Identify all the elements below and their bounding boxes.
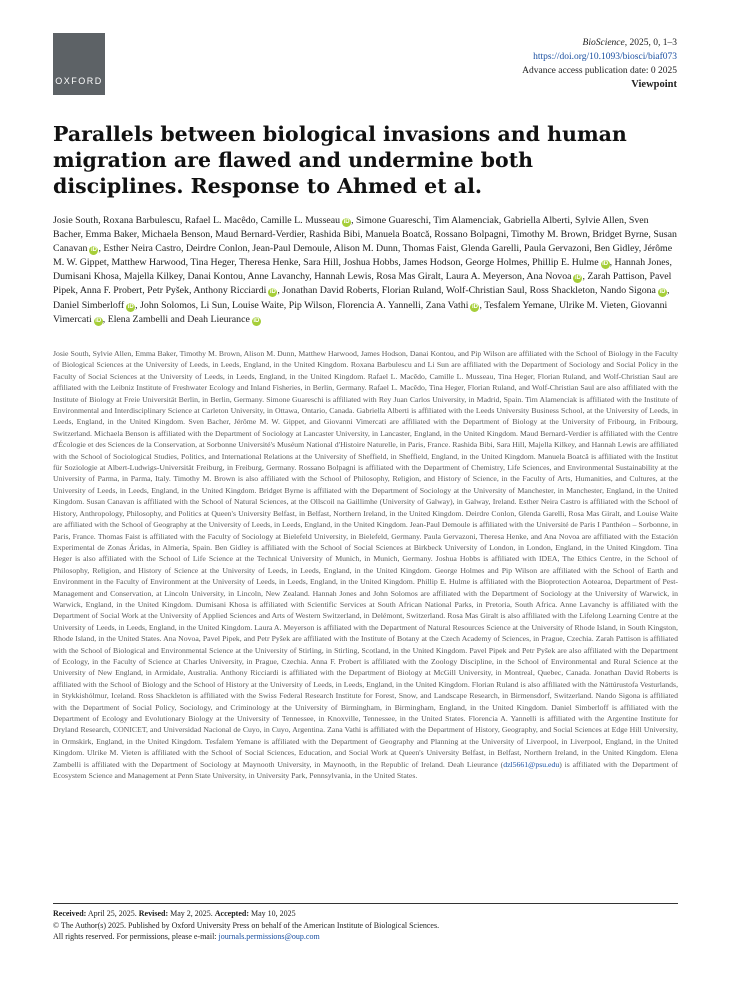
author-name: Pip Wilson bbox=[288, 299, 333, 311]
orcid-icon[interactable]: iD bbox=[471, 303, 478, 310]
footer-notes bbox=[53, 908, 678, 943]
accepted-date: May 10, 2025 bbox=[251, 909, 296, 918]
author-name: Jean-Paul Demoule bbox=[252, 243, 330, 255]
author-name: Petr Pyšek bbox=[147, 285, 189, 297]
author-name: Zana Vathi bbox=[425, 299, 469, 311]
author-name: Roxana Barbulescu bbox=[103, 215, 180, 226]
author-name: Ben Gidley bbox=[594, 243, 639, 255]
author-list: Josie South, Roxana Barbulescu, Rafael L. Macêdo, Camille L. Musseau iD , Simone Guareschi, Tim Alamenciak, Gabriella Alberti, Sylvie Allen, Sven Bacher, Emma Baker, Michaela Benson, Maud Bernard-Verdier, Rashida Bibi, Manuela Boatcă, Rossano Bolpagni, Timothy M. Brown, Bridget Byrne, Susan Canavan iD , Esther Neira Castro, Deirdre Conlon, Jean-Paul Demoule, Alison M. Dunn, Thomas Faist, Glenda Garelli, Paula Gervazoni, Ben Gidley, Jérôme M. W. Gippet, Matthew Harwood, Tina Heger, Theresa Henke, Sara Hill, Joshua Hobbs, James Hodson, George Holmes, Phillip E. Hulme iD , Hannah Jones, Dumisani Khosa, Majella Kilkey, Danai Kontou, Anne Lavanchy, Hannah Lewis, Rosa Mas Giralt, Laura A. Meyerson, Ana Novoa iD , Zarah Pattison, Pavel Pipek, Anna F. Probert, Petr Pyšek, Anthony Ricciardi iD , Jonathan David Roberts, Florian Ruland, Wolf-Christian Saul, Ross Shackleton, Nando Sigona iD , Daniel Simberloff iD , John Solomos, Li Sun, Louise Waite, Pip Wilson, Florencia A. Yannelli, Zana Vathi iD , Tesfalem Yemane, Ulrike M. Vieten, Giovanni Vimercati iD , Elena Zambelli and Deah Lieurance iD bbox=[53, 215, 677, 325]
citation-details: , 2025, 0, 1–3 bbox=[624, 38, 677, 48]
author-name: Hannah Lewis bbox=[314, 271, 372, 283]
author-name: Hannah Jones bbox=[614, 257, 670, 269]
author-name: John Solomos bbox=[140, 299, 196, 311]
history-dates bbox=[53, 908, 678, 920]
author-name: Louise Waite bbox=[232, 299, 284, 311]
author-name: Emma Baker bbox=[85, 229, 137, 241]
author-name: Sylvie Allen bbox=[575, 215, 624, 226]
author-name: Jérôme M. W. Gippet bbox=[53, 243, 673, 269]
journal-name: BioScience bbox=[582, 38, 625, 48]
author-name: Wolf-Christian Saul bbox=[445, 285, 525, 297]
revised-date: May 2, 2025. bbox=[170, 909, 213, 918]
advance-access-date: Advance access publication date: 0 2025 bbox=[522, 66, 677, 76]
author-name: Giovanni Vimercati bbox=[53, 299, 668, 325]
author-name: Jonathan David Roberts bbox=[282, 285, 377, 297]
contact-email-link[interactable]: dzl5661@psu.edu bbox=[503, 759, 560, 769]
author-name: Tesfalem Yemane bbox=[484, 299, 555, 311]
author-name: Sven Bacher bbox=[53, 215, 649, 241]
author-name: Manuela Boatcă bbox=[365, 229, 430, 241]
author-name: Anne Lavanchy bbox=[247, 271, 310, 283]
orcid-icon[interactable]: iD bbox=[95, 317, 102, 324]
author-name: Rosa Mas Giralt bbox=[376, 271, 441, 283]
rights-text: All rights reserved. For permissions, please e-mail: bbox=[53, 932, 219, 941]
orcid-icon[interactable]: iD bbox=[602, 261, 609, 268]
author-name: Ulrike M. Vieten bbox=[558, 299, 626, 311]
author-name: Elena Zambelli bbox=[107, 313, 169, 325]
orcid-icon[interactable]: iD bbox=[90, 247, 97, 254]
orcid-icon[interactable]: iD bbox=[253, 317, 260, 324]
author-name: Gabriella Alberti bbox=[503, 215, 571, 226]
author-name: Rafael L. Macêdo bbox=[184, 215, 256, 226]
author-name: Bridget Byrne bbox=[592, 229, 649, 241]
author-name: George Holmes bbox=[465, 257, 528, 269]
author-name: Deirdre Conlon bbox=[185, 243, 248, 255]
author-name: Susan Canavan bbox=[53, 229, 677, 255]
orcid-icon[interactable]: iD bbox=[127, 303, 134, 310]
affiliations bbox=[53, 348, 678, 781]
author-name: Florencia A. Yannelli bbox=[337, 299, 421, 311]
author-name: Danai Kontou bbox=[187, 271, 243, 283]
author-name: Ana Novoa bbox=[526, 271, 572, 283]
author-name: Zarah Pattison bbox=[587, 271, 645, 283]
publisher-logo bbox=[53, 33, 105, 95]
doi-link[interactable]: https://doi.org/10.1093/biosci/biaf073 bbox=[533, 52, 677, 62]
author-name: Alison M. Dunn bbox=[333, 243, 398, 255]
author-name: Theresa Henke bbox=[238, 257, 299, 269]
accepted-label: Accepted: bbox=[214, 909, 249, 918]
author-name: Matthew Harwood bbox=[111, 257, 186, 269]
footer-divider bbox=[53, 903, 678, 904]
author-name: Camille L. Musseau bbox=[260, 215, 341, 226]
author-name: Deah Lieurance bbox=[187, 313, 250, 325]
orcid-icon[interactable]: iD bbox=[574, 275, 581, 282]
orcid-icon[interactable]: iD bbox=[343, 219, 350, 225]
received-date: April 25, 2025. bbox=[87, 909, 137, 918]
article-meta bbox=[522, 36, 677, 92]
author-name: Nando Sigona bbox=[599, 285, 656, 297]
author-name: Josie South bbox=[53, 215, 99, 226]
author-name: Li Sun bbox=[200, 299, 228, 311]
author-name: Pavel Pipek bbox=[53, 271, 672, 297]
permissions-email-link[interactable]: journals.permissions@oup.com bbox=[218, 932, 320, 941]
author-name: Tina Heger bbox=[190, 257, 235, 269]
author-name: Michaela Benson bbox=[141, 229, 211, 241]
journal-citation bbox=[522, 36, 677, 50]
author-name: Florian Ruland bbox=[381, 285, 442, 297]
author-name: Laura A. Meyerson bbox=[445, 271, 522, 283]
author-name: Simone Guareschi bbox=[356, 215, 429, 226]
publisher-logo-text: OXFORD bbox=[55, 76, 103, 86]
author-name: Timothy M. Brown bbox=[510, 229, 588, 241]
copyright-notice: © The Author(s) 2025. Published by Oxford University Press on behalf of the American Institute of Biological Sciences. bbox=[53, 920, 440, 930]
permissions-notice bbox=[53, 931, 678, 943]
author-name: James Hodson bbox=[403, 257, 461, 269]
article-type: Viewpoint bbox=[631, 79, 677, 90]
author-name: Tim Alamenciak bbox=[433, 215, 499, 226]
revised-label: Revised: bbox=[138, 909, 169, 918]
author-name: Joshua Hobbs bbox=[343, 257, 399, 269]
author-name: Dumisani Khosa bbox=[53, 271, 119, 283]
author-name: Phillip E. Hulme bbox=[532, 257, 599, 269]
author-name: Daniel Simberloff bbox=[53, 299, 125, 311]
affiliations-text: Josie South, Sylvie Allen, Emma Baker, Timothy M. Brown, Alison M. Dunn, Matthew Harwood, James Hodson, Danai Kontou, and Pip Wilson are affiliated with the School of Biology in the Faculty of Biological Sciences at the University of Leeds, in Leeds, England, in the United Kingdom. Roxana Barbulescu and Li Sun are affiliated with the Department of Sociology and Social Policy in the Faculty of Social Sciences at the University of Leeds, in Leeds, England, in the United Kingdom. Rafael L. Macêdo, Camille L. Musseau, Tina Heger, Florian Ruland, and Wolf-Christian Saul are affiliated with the Leibniz Institute of Freshwater Ecology and Inland Fisheries, in Berlin, Germany. Rafael L. Macêdo, Tina Heger, Florian Ruland, and Wolf-Christian Saul are also affiliated with the Institute of Biology at Freie Universität Berlin, in Berlin, Germany. Simone Guareschi is affiliated with Rey Juan Carlos University, in Madrid, Spain. Tim Alamenciak is affiliated with the Institute of Environmental and Interdisciplinary Science at Carleton University, in Ottawa, Ontario, Canada. Gabriella Alberti is affiliated with the Leeds University Business School, at the University of Leeds, in Leeds, England, in the United Kingdom. Sven Bacher, Jérôme M. W. Gippet, and Giovanni Vimercati are affiliated with the Department of Biology at the University of Fribourg, in Fribourg, Switzerland. Michaela Benson is affiliated with the Department of Sociology at Lancaster University, in Lancaster, England, in the United Kingdom. Maud Bernard-Verdier is affiliated with the Centre d'Écologie et des Sciences de la Conservation, at Sorbonne Université's Muséum National d'Histoire Naturelle, in Paris, France. Rashida Bibi, Sara Hill, Majella Kilkey, and Hannah Lewis are affiliated with the School of Sociological Studies, Politics, and International Relations at the University of Sheffield, in Sheffield, England, in the United Kingdom. Manuela Boatcă is affiliated with the Institut für Soziologie at Albert-Ludwigs-Universität Freiburg, in Freiburg, Germany. Rossano Bolpagni is affiliated with the Department of Chemistry, Life Sciences, and Environmental Sustainability at the University of Parma, in Parma, Italy. Timothy M. Brown is also affiliated with the School of Philosophy, Religion, and History of Science, in the Faculty of Arts, Humanities, and Cultures, at the University of Leeds, in Leeds, England, in the United Kingdom. Bridget Byrne is affiliated with the Department of Sociology at the University of Manchester, in Manchester, England, in the United Kingdom. Susan Canavan is affiliated with the School of Natural Sciences, at the Ollscoil na Gaillimhe (University of Galway), in Galway, Ireland. Esther Neira Castro is affiliated with the School of History, Anthropology, Philosophy, and Politics at Queen's University Belfast, in Belfast, Northern Ireland, in the United Kingdom. Deirdre Conlon, Glenda Garelli, Rosa Mas Giralt, and Louise Waite are affiliated with the School of Geography at the University of Leeds, in Leeds, England, in the United Kingdom. Jean-Paul Demoule is affiliated with the Université de Paris I Panthéon – Sorbonne, in Paris, France. Thomas Faist is affiliated with the Faculty of Sociology at Bielefeld University, in Bielefeld, Germany. Paula Gervazoni, Theresa Henke, and Ana Novoa are affiliated with the Estación Experimental de Zonas Áridas, in Almería, Spain. Ben Gidley is affiliated with the School of Social Sciences at Birkbeck University of London, in London, England, in the United Kingdom. Tina Heger is also affiliated with the School of Life Science at the Technical University of Munich, in Munich, Germany. Joshua Hobbs is affiliated with IDEA, The Ethics Centre, in the School of Philosophy, Religion, and History of Science at the University of Leeds, in Leeds, England, in the United Kingdom. George Holmes and Pip Wilson are affiliated with the School of Earth and Environment in the Faculty of Environment at the University of Leeds, in Leeds, England, in the United Kingdom. Phillip E. Hulme is affiliated with the Bioprotection Aotearoa, Department of Pest-Management and Conservation, at Lincoln University, in Lincoln, New Zealand. Hannah Jones and John Solomos are affiliated with the Department of Sociology at the University of Warwick, in Warwick, England, in the United Kingdom. Dumisani Khosa is affiliated with Scientific Services at South African National Parks, in Pretoria, South Africa. Anne Lavanchy is affiliated with the Department of Social Work at the University of Applied Sciences and Arts of Western Switzerland, in Delémont, Switzerland. Rosa Mas Giralt is also affiliated with the Lifelong Learning Centre at the University of Leeds, in Leeds, England, in the United Kingdom. Laura A. Meyerson is affiliated with the Department of Natural Resources Science at the University of Rhode Island, in South Kingston, Rhode Island, in the United States. Ana Novoa, Pavel Pipek, and Petr Pyšek are affiliated with the Institute of Botany at the Czech Academy of Sciences, in Prague, Czechia. Zarah Pattison is affiliated with the School of Biological and Environmental Science at the University of Stirling, in Stirling, Scotland, in the United Kingdom. Pavel Pipek and Petr Pyšek are also affiliated with the Department of Ecology, in the Faculty of Science at Charles University, in Prague, Czechia. Anna F. Probert is affiliated with the Zoology Discipline, in the School of Environmental and Rural Science at the University of New England, in Armidale, Australia. Anthony Ricciardi is affiliated with the Department of Biology at McGill University, in Montreal, Quebec, Canada. Jonathan David Roberts is affiliated with the School of Biology and the School of History at the University of Leeds, in Leeds, England, in the United Kingdom. Florian Ruland is also affiliated with the Náttúrustofa Vesturlands, in Stykkishólmur, Iceland. Ross Shackleton is affiliated with the Swiss Federal Research Institute for Forest, Snow, and Landscape Research, in Birmensdorf, Switzerland. Nando Sigona is affiliated with the Department of Social Policy, Sociology, and Criminology at the University of Birmingham, in Birmingham, England, in the United Kingdom. Daniel Simberloff is affiliated with the Department of Ecology and Evolutionary Biology at the University of Tennessee, in Knoxville, Tennessee, in the United States. Florencia A. Yannelli is affiliated with the Argentine Institute for Dryland Research, CONICET, and Universidad Nacional de Cuyo, in Cuyo, Argentina. Zana Vathi is affiliated with the Department of History, Geography, and Social Sciences at Edge Hill University, in Ormskirk, England, in the United Kingdom. Tesfalem Yemane is affiliated with the Department of Geography and Planning at the University of Liverpool, in Liverpool, England, in the United Kingdom. Ulrike M. Vieten is affiliated with the School of Social Sciences, Education, and Social Work at Queen's University Belfast, in Belfast, Northern Ireland, in the United Kingdom. Elena Zambelli is affiliated with the Department of Sociology at Maynooth University, in Maynooth, in the Republic of Ireland. Deah Lieurance ( bbox=[53, 349, 678, 769]
author-name: Rossano Bolpagni bbox=[434, 229, 507, 241]
author-name: Anthony Ricciardi bbox=[193, 285, 267, 297]
article-title: Parallels between biological invasions and human migration are flawed and undermine both disciplines. Response to Ahmed et al. bbox=[53, 122, 627, 198]
author-name: Sara Hill bbox=[303, 257, 339, 269]
author-name: Anna F. Probert bbox=[79, 285, 143, 297]
author-name: Ross Shackleton bbox=[529, 285, 595, 297]
affiliations-text-end: ) is affiliated with the Department of Ecosystem Science and Management at Penn State University, in University Park, Pennsylvania, in the United States. bbox=[53, 759, 678, 781]
author-name: Glenda Garelli bbox=[460, 243, 520, 255]
orcid-icon[interactable]: iD bbox=[269, 289, 276, 296]
author-name: Rashida Bibi bbox=[309, 229, 361, 241]
author-name: Thomas Faist bbox=[402, 243, 456, 255]
received-label: Received: bbox=[53, 909, 87, 918]
author-name: Esther Neira Castro bbox=[103, 243, 182, 255]
author-name: Maud Bernard-Verdier bbox=[215, 229, 305, 241]
orcid-icon[interactable]: iD bbox=[659, 289, 666, 296]
author-name: Majella Kilkey bbox=[123, 271, 183, 283]
author-name: Paula Gervazoni bbox=[524, 243, 590, 255]
